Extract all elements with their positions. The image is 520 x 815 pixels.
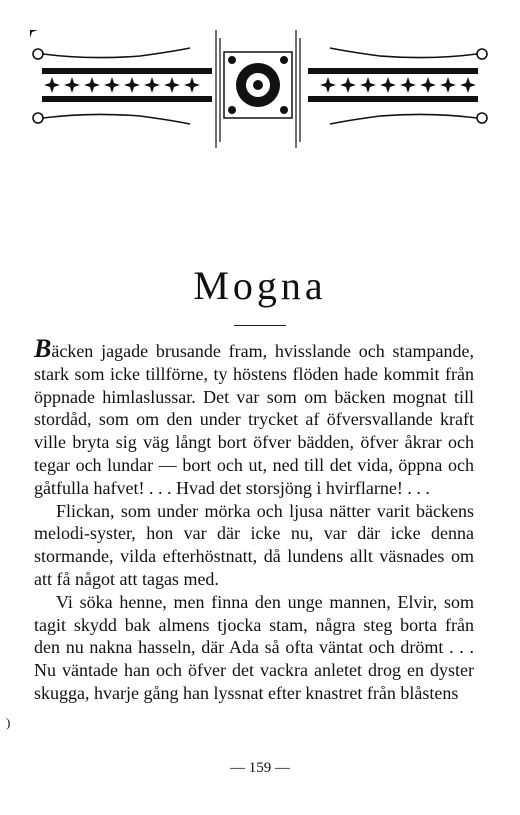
paragraph-1-text: äcken jagade brusande fram, hvisslande och stampande, stark som icke tillförne, ty höstens flöden hade kommit från öppnade himlaslussar. Det var som om bäcken mognat till stordåd, som om den under trycket af öfversvallande kraft ville bryta sig väg långt bort öfver bädden, öfver åkrar och tegar och lundar — bort och ut, ned till det vida, öppna och gåtfulla hafvet! . . . Hvad det storsjöng i hvirflarne! . . . <box>34 341 474 498</box>
chapter-title: Mogna <box>193 263 327 308</box>
paragraph-3: Vi söka henne, men finna den unge mannen, Elvir, som tagit skydd bak almens tjocka stam, några steg borta från den nu nakna hasseln, där Ada så ofta väntat och drömt . . . Nu väntade han och öfver det vackra anletet drog en dyster skugga, hvarje gång han lyssnat efter knastret från blåstens <box>34 591 474 703</box>
paragraph-1 <box>34 334 474 500</box>
body-text <box>34 334 474 705</box>
title-rule <box>234 325 286 326</box>
drop-cap: B <box>34 334 52 363</box>
header-ornament <box>30 30 490 150</box>
page-number: — 159 — <box>230 760 290 776</box>
margin-mark: ) <box>6 715 11 730</box>
paragraph-2: Flickan, som under mörka och ljusa nätter varit bäckens melodi-syster, hon var där icke nu, var där icke denna stormande, vilda efterhöstnatt, då lundens allt väsnades om att få något att tagas med. <box>34 500 474 589</box>
